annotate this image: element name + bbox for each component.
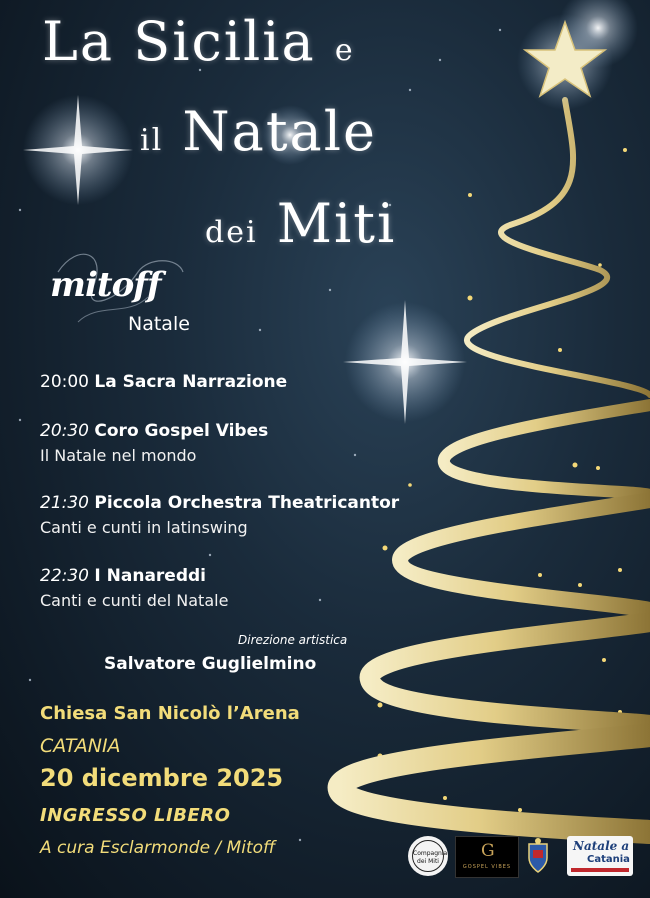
event-curated-by: A cura Esclarmonde / Mitoff xyxy=(40,838,276,858)
sponsor-logo-gospel-vibes xyxy=(455,836,519,878)
natale-catania-bar xyxy=(571,868,629,872)
sponsor-logo-compagnia xyxy=(408,836,448,876)
program-act: Coro Gospel Vibes xyxy=(94,421,269,441)
program-item-3 xyxy=(40,493,399,513)
program-item-4 xyxy=(40,566,206,586)
program-desc: Il Natale nel mondo xyxy=(40,446,197,465)
event-venue: Chiesa San Nicolò l’Arena xyxy=(40,703,300,724)
logo-name: mitoff xyxy=(50,265,161,305)
program-act: La Sacra Narrazione xyxy=(94,372,288,392)
title-word-miti: Miti xyxy=(276,192,397,255)
program-item-1 xyxy=(40,372,287,392)
coat-of-arms-icon xyxy=(527,838,549,874)
title-line-2 xyxy=(140,100,377,163)
natale-catania-line2: Catania xyxy=(587,854,630,865)
program-desc: Canti e cunti del Natale xyxy=(40,591,229,610)
program-time: 22:30 xyxy=(40,566,89,586)
title-line-1 xyxy=(42,10,355,73)
gospel-vibes-mark: G xyxy=(481,841,495,861)
title-line-3 xyxy=(205,192,396,255)
title-word-sicilia: Sicilia xyxy=(133,10,316,73)
program-desc: Canti e cunti in latinswing xyxy=(40,518,248,537)
direction-label: Direzione artistica xyxy=(238,633,348,647)
event-city: CATANIA xyxy=(40,735,121,757)
program-time: 20:00 xyxy=(40,372,89,392)
program-time: 20:30 xyxy=(40,421,89,441)
program-act: I Nanareddi xyxy=(94,566,207,586)
sponsor-logo-compagnia-text: Compagnia dei Miti xyxy=(412,840,444,872)
program-item-2 xyxy=(40,421,268,441)
title-word-il: il xyxy=(140,123,164,158)
program-act: Piccola Orchestra Theatricantor xyxy=(94,493,400,513)
natale-catania-line1: Natale a xyxy=(573,839,630,853)
gospel-vibes-text: GOSPEL VIBES xyxy=(462,864,512,870)
title-word-e: e xyxy=(334,33,355,68)
tree-top-star xyxy=(517,14,613,110)
event-admission: INGRESSO LIBERO xyxy=(40,805,231,826)
sponsor-logo-natale-a-catania xyxy=(567,836,633,876)
event-date: 20 dicembre 2025 xyxy=(40,764,284,792)
title-word-dei: dei xyxy=(205,215,258,250)
program-time: 21:30 xyxy=(40,493,89,513)
title-word-natale: Natale xyxy=(182,100,377,163)
direction-name: Salvatore Guglielmino xyxy=(104,654,317,674)
title-word-la: La xyxy=(42,10,115,73)
logo-subtitle: Natale xyxy=(128,313,190,335)
